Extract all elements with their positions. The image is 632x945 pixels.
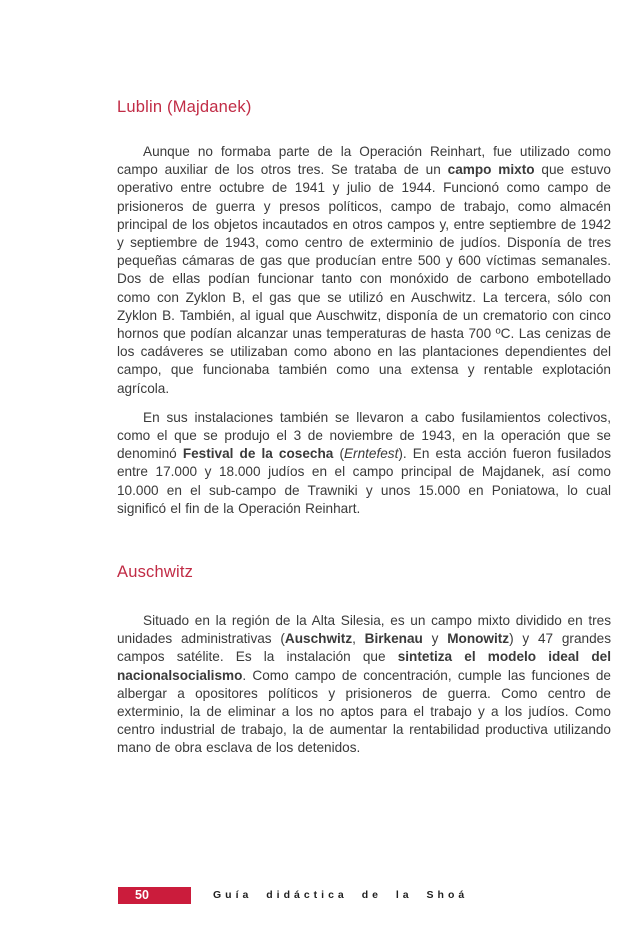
section-heading-auschwitz: Auschwitz [117, 563, 194, 582]
page-footer [0, 886, 632, 904]
page-number: 50 [135, 888, 149, 902]
page-number-badge [118, 887, 191, 904]
paragraph-lublin-2: En sus instalaciones también se llevaron a cabo fusilamientos colectivos, como el que se produjo el 3 de noviembre de 1943, en la operación que se denominó Festival de la cosecha (Erntefest). En esta acción fueron fusilados entre 17.000 y 18.000 judíos en el campo principal de Majdanek, así como 10.000 en el sub-campo de Trawniki y unos 15.000 en Poniatowa, lo cual significó el fin de la Operación Reinhart. [117, 409, 611, 516]
section-heading-lublin-majdanek: Lublin (Majdanek) [117, 98, 252, 116]
paragraph-lublin-1: Aunque no formaba parte de la Operación Reinhart, fue utilizado como campo auxiliar de los otros tres. Se trataba de un campo mixto que estuvo operativo entre octubre de 1941 y julio de 1944. Funcionó como campo de prisioneros de guerra y presos políticos, campo de trabajo, como almacén principal de los objetos incautados en otros campos y, entre septiembre de 1942 y septiembre de 1943, como centro de exterminio de judíos. Disponía de tres pequeñas cámaras de gas que producían entre 500 y 600 víctimas semanales. Dos de ellas podían funcionar tanto con monóxido de carbono embotellado como con Zyklon B, el gas que se utilizó en Auschwitz. La tercera, sólo con Zyklon B. También, al igual que Auschwitz, disponía de un crematorio con cinco hornos que podían alcanzar unas temperaturas de hasta 700 ºC. Las cenizas de los cadáveres se utilizaban como abono en las plantaciones dependientes del campo, que funcionaba también como una extensa y rentable explotación agrícola. [117, 144, 611, 396]
paragraph-auschwitz-1: Situado en la región de la Alta Silesia, es un campo mixto dividido en tres unidades administrativas (Auschwitz, Birkenau y Monowitz) y 47 grandes campos satélite. Es la instalación que sintetiza el modelo ideal del nacionalsocialismo. Como campo de concentración, cumple las funciones de albergar a opositores políticos y prisioneros de guerra. Como centro de exterminio, la de eliminar a los no aptos para el trabajo y a los judíos. Como centro industrial de trabajo, la de aumentar la rentabilidad productiva utilizando mano de obra esclava de los detenidos. [117, 613, 611, 756]
text-column [117, 97, 611, 769]
book-title: Guía didáctica de la Shoá [213, 889, 469, 901]
